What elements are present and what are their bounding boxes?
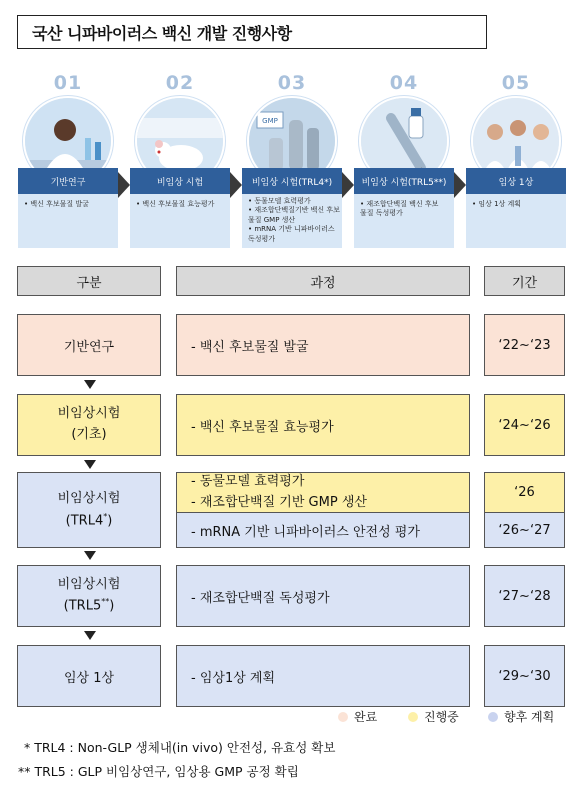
row-process: - 재조합단백질 독성평가 [176,565,470,627]
stage-desc: • 백신 후보물질 발굴 [18,194,118,248]
stage-desc: • 백신 후보물질 효능평가 [130,194,230,248]
header-period: 기간 [484,266,565,296]
stage-number: 04 [389,72,419,94]
row-period: ‘26~‘27 [484,512,565,548]
stage-02 [130,72,230,248]
row-category: 비임상시험 (TRL5**) [17,565,161,627]
row-category: 기반연구 [17,314,161,376]
page-title: 국산 니파바이러스 백신 개발 진행사항 [17,15,487,49]
stage-03 [242,72,342,248]
row-category: 비임상시험 (TRL4*) [17,472,161,548]
row-period: ‘22~‘23 [484,314,565,376]
row-category: 비임상시험 (기초) [17,394,161,456]
stage-number: 01 [53,72,83,94]
row-period: ‘26 [484,472,565,512]
row-process: - 백신 후보물질 효능평가 [176,394,470,456]
legend-dot [488,712,498,722]
chevron-right-icon [342,172,354,198]
chevron-right-icon [454,172,466,198]
arrow-down-icon [84,460,96,469]
legend-dot [408,712,418,722]
chevron-right-icon [118,172,130,198]
row-process-planned: - mRNA 기반 니파바이러스 안전성 평가 [176,512,470,548]
stage-label: 기반연구 [18,168,118,194]
stage-number: 02 [165,72,195,94]
stage-05 [466,72,566,248]
row-process-in-progress: - 동물모델 효력평가 - 재조합단백질 기반 GMP 생산 [176,472,470,512]
stage-desc: • 임상 1상 계획 [466,194,566,248]
arrow-down-icon [84,380,96,389]
arrow-down-icon [84,551,96,560]
legend-completed: 완료 [338,708,377,725]
stage-desc: • 동물모델 효력평가 • 재조합단백질기반 백신 후보 물질 GMP 생산 • mRNA 기반 니파바이러스 독성평가 [242,194,342,248]
arrow-down-icon [84,631,96,640]
stage-label: 비임상 시험 [130,168,230,194]
footnote-trl4: * TRL4 : Non-GLP 생체내(in vivo) 안전성, 유효성 확보 [24,740,336,755]
header-category: 구분 [17,266,161,296]
row-process: - 백신 후보물질 발굴 [176,314,470,376]
legend-in-progress: 진행중 [408,708,459,725]
legend-dot [338,712,348,722]
svg-text:GMP: GMP [262,117,278,125]
footnote-trl5: ** TRL5 : GLP 비임상연구, 임상용 GMP 공정 확립 [18,764,299,779]
header-process: 과정 [176,266,470,296]
stage-04 [354,72,454,248]
stage-01 [18,72,118,248]
stage-desc: • 재조합단백질 백신 후보 물질 독성평가 [354,194,454,248]
row-category: 임상 1상 [17,645,161,707]
row-process: - 임상1상 계획 [176,645,470,707]
stage-label: 비임상 시험(TRL4*) [242,168,342,194]
row-period: ‘27~‘28 [484,565,565,627]
stage-label: 비임상 시험(TRL5**) [354,168,454,194]
stage-number: 03 [277,72,307,94]
stage-number: 05 [501,72,531,94]
stage-label: 임상 1상 [466,168,566,194]
chevron-right-icon [230,172,242,198]
row-period: ‘29~‘30 [484,645,565,707]
row-period: ‘24~‘26 [484,394,565,456]
legend-planned: 향후 계획 [488,708,554,725]
